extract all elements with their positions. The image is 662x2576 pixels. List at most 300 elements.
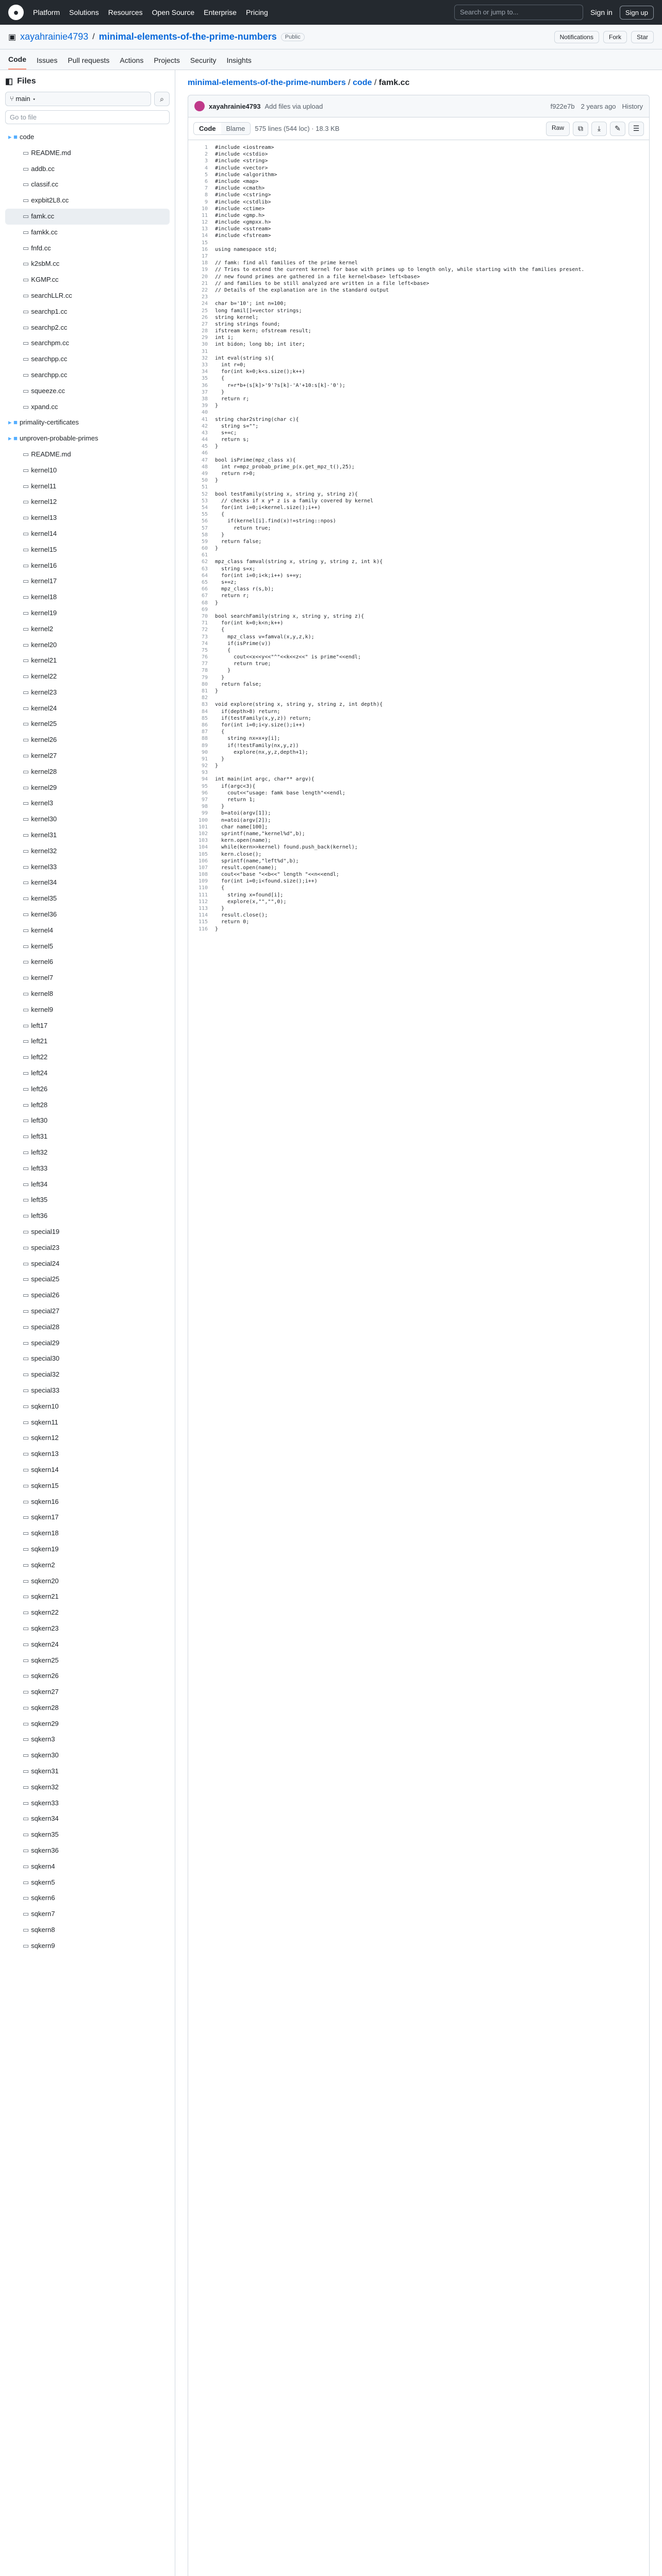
file-item[interactable] bbox=[5, 1240, 170, 1256]
line-number[interactable]: 31 bbox=[201, 348, 208, 354]
file-item[interactable] bbox=[5, 288, 170, 304]
file-item[interactable] bbox=[5, 859, 170, 875]
file-item[interactable] bbox=[5, 1573, 170, 1589]
line-number[interactable]: 95 bbox=[201, 783, 208, 789]
line-number[interactable]: 107 bbox=[198, 865, 208, 871]
code-view-button[interactable]: Code bbox=[194, 123, 221, 134]
file-item[interactable] bbox=[5, 335, 170, 351]
file-item[interactable] bbox=[5, 1430, 170, 1446]
tree-item-label: sqkern24 bbox=[31, 1640, 59, 1648]
raw-button[interactable]: Raw bbox=[546, 122, 570, 136]
file-item[interactable] bbox=[5, 1780, 170, 1795]
line-number[interactable]: 111 bbox=[198, 892, 208, 898]
line-number[interactable]: 102 bbox=[198, 831, 208, 837]
line-number[interactable]: 16 bbox=[201, 246, 208, 252]
file-item[interactable] bbox=[5, 1462, 170, 1478]
line-number[interactable]: 41 bbox=[201, 416, 208, 422]
line-number[interactable]: 23 bbox=[201, 294, 208, 300]
file-item[interactable] bbox=[5, 1827, 170, 1843]
branch-selector[interactable]: ⑂ main ▾ bbox=[5, 92, 151, 106]
file-item[interactable] bbox=[5, 1811, 170, 1827]
line-number[interactable]: 66 bbox=[201, 586, 208, 592]
file-item[interactable] bbox=[5, 1510, 170, 1526]
file-info: 575 lines (544 loc) · 18.3 KB bbox=[255, 125, 340, 132]
line-number[interactable]: 99 bbox=[201, 810, 208, 817]
tab-security[interactable]: Security bbox=[190, 56, 217, 64]
line-number[interactable]: 33 bbox=[201, 362, 208, 368]
line-number[interactable]: 29 bbox=[201, 335, 208, 341]
line-number[interactable]: 91 bbox=[201, 756, 208, 762]
line-number[interactable]: 19 bbox=[201, 267, 208, 273]
line-number[interactable]: 52 bbox=[201, 491, 208, 497]
line-number[interactable]: 49 bbox=[201, 471, 208, 477]
file-item[interactable] bbox=[5, 669, 170, 685]
line-number[interactable]: 84 bbox=[201, 708, 208, 715]
go-to-file-input[interactable]: Go to file bbox=[5, 110, 170, 124]
file-item[interactable] bbox=[5, 732, 170, 748]
file-item[interactable] bbox=[5, 1319, 170, 1335]
line-number[interactable]: 40 bbox=[201, 410, 208, 416]
line-number[interactable]: 50 bbox=[201, 478, 208, 484]
nav-solutions[interactable]: Solutions bbox=[69, 8, 99, 16]
code-line bbox=[188, 851, 649, 858]
file-item[interactable] bbox=[5, 193, 170, 209]
file-item[interactable] bbox=[5, 637, 170, 653]
file-item[interactable] bbox=[5, 1192, 170, 1208]
file-item[interactable] bbox=[5, 1843, 170, 1859]
file-item[interactable] bbox=[5, 939, 170, 955]
file-item[interactable] bbox=[5, 907, 170, 923]
file-item[interactable] bbox=[5, 1145, 170, 1161]
line-number[interactable]: 6 bbox=[204, 178, 208, 184]
symbols-icon[interactable]: ☰ bbox=[628, 122, 644, 136]
file-item[interactable] bbox=[5, 1177, 170, 1193]
commit-age: 2 years ago bbox=[581, 102, 616, 110]
line-number[interactable]: 74 bbox=[201, 640, 208, 647]
line-text: n=atoi(argv[2]); bbox=[215, 817, 271, 823]
line-number[interactable]: 67 bbox=[201, 593, 208, 599]
line-number[interactable]: 110 bbox=[198, 885, 208, 891]
line-number[interactable]: 106 bbox=[198, 858, 208, 864]
line-number[interactable]: 54 bbox=[201, 504, 208, 511]
file-item[interactable] bbox=[5, 827, 170, 843]
file-item[interactable] bbox=[5, 1700, 170, 1716]
file-item[interactable] bbox=[5, 209, 170, 225]
tree-item-label: kernel19 bbox=[31, 608, 57, 617]
tab-insights[interactable]: Insights bbox=[226, 56, 252, 64]
folder-item[interactable] bbox=[5, 415, 170, 431]
line-number[interactable]: 13 bbox=[201, 226, 208, 232]
file-item[interactable] bbox=[5, 1335, 170, 1351]
file-item[interactable] bbox=[5, 1732, 170, 1748]
file-item[interactable] bbox=[5, 479, 170, 495]
line-number[interactable]: 10 bbox=[201, 206, 208, 212]
line-number[interactable]: 38 bbox=[201, 396, 208, 402]
line-number[interactable]: 11 bbox=[201, 212, 208, 218]
file-item[interactable] bbox=[5, 1129, 170, 1145]
line-number[interactable]: 48 bbox=[201, 464, 208, 470]
line-text: // checks if x y* z is a family covered by kernel bbox=[215, 498, 374, 504]
file-item[interactable] bbox=[5, 1018, 170, 1034]
line-number[interactable]: 36 bbox=[201, 382, 208, 388]
tree-item-label: sqkern14 bbox=[31, 1465, 59, 1473]
file-item[interactable] bbox=[5, 1303, 170, 1319]
file-item[interactable] bbox=[5, 399, 170, 415]
file-item[interactable] bbox=[5, 653, 170, 669]
file-item[interactable] bbox=[5, 875, 170, 891]
line-number[interactable]: 34 bbox=[201, 369, 208, 375]
file-item[interactable] bbox=[5, 1541, 170, 1557]
line-number[interactable]: 92 bbox=[201, 763, 208, 769]
file-item[interactable] bbox=[5, 605, 170, 621]
line-number[interactable]: 57 bbox=[201, 525, 208, 531]
file-icon: ▭ bbox=[23, 1212, 29, 1220]
code-line bbox=[188, 226, 649, 232]
code-line bbox=[188, 212, 649, 219]
file-item[interactable] bbox=[5, 1081, 170, 1097]
tree-item-label: expbit2L8.cc bbox=[31, 196, 69, 205]
sign-in-link[interactable]: Sign in bbox=[590, 8, 613, 16]
line-number[interactable]: 105 bbox=[198, 851, 208, 857]
file-item[interactable] bbox=[5, 1446, 170, 1462]
line-number[interactable]: 25 bbox=[201, 308, 208, 314]
file-icon: ▭ bbox=[23, 1323, 29, 1331]
line-number[interactable]: 1 bbox=[204, 145, 208, 150]
blame-view-button[interactable]: Blame bbox=[221, 123, 251, 134]
line-number[interactable]: 32 bbox=[201, 355, 208, 361]
line-number[interactable]: 3 bbox=[204, 158, 208, 164]
folder-item[interactable] bbox=[5, 431, 170, 447]
line-number[interactable]: 100 bbox=[198, 817, 208, 823]
nav-open-source[interactable]: Open Source bbox=[152, 8, 195, 16]
file-item[interactable] bbox=[5, 463, 170, 479]
file-item[interactable] bbox=[5, 986, 170, 1002]
file-item[interactable] bbox=[5, 1589, 170, 1605]
line-number[interactable]: 80 bbox=[201, 681, 208, 687]
file-item[interactable] bbox=[5, 701, 170, 717]
line-number[interactable]: 21 bbox=[201, 280, 208, 286]
file-item[interactable] bbox=[5, 1922, 170, 1938]
file-icon: ▭ bbox=[23, 1878, 29, 1886]
line-number[interactable]: 115 bbox=[198, 919, 208, 925]
line-number[interactable]: 24 bbox=[201, 301, 208, 307]
line-number[interactable]: 94 bbox=[201, 776, 208, 783]
nav-platform[interactable]: Platform bbox=[33, 8, 60, 16]
file-item[interactable] bbox=[5, 573, 170, 589]
breadcrumb-dir[interactable]: code bbox=[353, 78, 372, 87]
line-number[interactable]: 51 bbox=[201, 484, 208, 490]
code-line bbox=[188, 926, 649, 933]
line-number[interactable]: 18 bbox=[201, 260, 208, 266]
line-number[interactable]: 78 bbox=[201, 668, 208, 674]
line-number[interactable]: 116 bbox=[198, 926, 208, 932]
line-number[interactable]: 90 bbox=[201, 749, 208, 755]
file-item[interactable] bbox=[5, 256, 170, 272]
line-number[interactable]: 101 bbox=[198, 824, 208, 830]
file-item[interactable] bbox=[5, 1399, 170, 1415]
line-number[interactable]: 45 bbox=[201, 444, 208, 450]
line-number[interactable]: 53 bbox=[201, 498, 208, 504]
file-item[interactable] bbox=[5, 177, 170, 193]
line-number[interactable]: 42 bbox=[201, 423, 208, 429]
file-item[interactable] bbox=[5, 241, 170, 257]
line-number[interactable]: 14 bbox=[201, 233, 208, 239]
file-item[interactable] bbox=[5, 367, 170, 383]
file-item[interactable] bbox=[5, 447, 170, 463]
line-number[interactable]: 104 bbox=[198, 844, 208, 851]
line-number[interactable]: 69 bbox=[201, 606, 208, 613]
file-item[interactable] bbox=[5, 716, 170, 732]
file-item[interactable] bbox=[5, 1716, 170, 1732]
code-line bbox=[188, 328, 649, 334]
line-number[interactable]: 71 bbox=[201, 620, 208, 626]
nav-enterprise[interactable]: Enterprise bbox=[204, 8, 237, 16]
file-item[interactable] bbox=[5, 1605, 170, 1621]
file-item[interactable] bbox=[5, 1161, 170, 1177]
code-line bbox=[188, 654, 649, 660]
line-number[interactable]: 83 bbox=[201, 702, 208, 708]
line-number[interactable]: 4 bbox=[204, 165, 208, 171]
file-item[interactable] bbox=[5, 225, 170, 241]
search-input[interactable]: Search or jump to... bbox=[454, 5, 583, 20]
line-number[interactable]: 61 bbox=[201, 552, 208, 558]
line-number[interactable]: 77 bbox=[201, 661, 208, 667]
file-item[interactable] bbox=[5, 1367, 170, 1383]
line-number[interactable]: 82 bbox=[201, 695, 208, 701]
line-number[interactable]: 72 bbox=[201, 627, 208, 633]
file-icon: ▭ bbox=[23, 1259, 29, 1267]
file-item[interactable] bbox=[5, 1002, 170, 1018]
line-number[interactable]: 97 bbox=[201, 797, 208, 803]
file-item[interactable] bbox=[5, 494, 170, 510]
file-item[interactable] bbox=[5, 1621, 170, 1637]
search-files-icon[interactable]: ⌕ bbox=[154, 92, 170, 106]
file-item[interactable] bbox=[5, 621, 170, 637]
line-text: while(kern>>kernel) found.push_back(kernel); bbox=[215, 844, 358, 851]
line-number[interactable]: 46 bbox=[201, 450, 208, 456]
file-item[interactable] bbox=[5, 304, 170, 320]
line-number[interactable]: 113 bbox=[198, 906, 208, 911]
file-item[interactable] bbox=[5, 1684, 170, 1700]
line-number[interactable]: 7 bbox=[204, 185, 208, 192]
line-text: r=r*b+(s[k]>'9'?s[k]-'A'+10:s[k]-'0'); bbox=[215, 382, 345, 388]
file-item[interactable] bbox=[5, 526, 170, 542]
nav-resources[interactable]: Resources bbox=[108, 8, 143, 16]
line-number[interactable]: 93 bbox=[201, 770, 208, 776]
line-number[interactable]: 87 bbox=[201, 729, 208, 735]
line-number[interactable]: 86 bbox=[201, 722, 208, 728]
file-item[interactable] bbox=[5, 589, 170, 605]
copy-icon[interactable]: ⧉ bbox=[573, 122, 588, 136]
line-number[interactable]: 65 bbox=[201, 580, 208, 585]
folder-item[interactable] bbox=[5, 129, 170, 145]
file-item[interactable] bbox=[5, 383, 170, 399]
line-text: explore(nx,y,z,depth+1); bbox=[215, 749, 308, 755]
sidebar-toggle-icon[interactable]: ◧ bbox=[5, 77, 13, 86]
line-number[interactable]: 98 bbox=[201, 804, 208, 810]
file-item[interactable] bbox=[5, 272, 170, 288]
file-item[interactable] bbox=[5, 1272, 170, 1287]
code-line bbox=[188, 640, 649, 647]
file-item[interactable] bbox=[5, 1875, 170, 1891]
file-item[interactable] bbox=[5, 970, 170, 986]
line-number[interactable]: 62 bbox=[201, 559, 208, 565]
line-number[interactable]: 58 bbox=[201, 532, 208, 538]
file-item[interactable] bbox=[5, 1938, 170, 1954]
file-item[interactable] bbox=[5, 1478, 170, 1494]
line-number[interactable]: 88 bbox=[201, 736, 208, 742]
file-item[interactable] bbox=[5, 510, 170, 526]
line-number[interactable]: 39 bbox=[201, 403, 208, 409]
file-item[interactable] bbox=[5, 1113, 170, 1129]
line-number[interactable]: 108 bbox=[198, 872, 208, 878]
history-button[interactable]: History bbox=[622, 102, 643, 110]
commit-hash[interactable]: f922e7b bbox=[550, 102, 575, 110]
file-item[interactable] bbox=[5, 320, 170, 336]
line-number[interactable]: 56 bbox=[201, 518, 208, 524]
tab-pull-requests[interactable]: Pull requests bbox=[68, 56, 110, 64]
tab-issues[interactable]: Issues bbox=[37, 56, 58, 64]
commit-author[interactable]: xayahrainie4793 bbox=[209, 102, 261, 110]
line-number[interactable]: 5 bbox=[204, 172, 208, 178]
line-number[interactable]: 70 bbox=[201, 613, 208, 619]
line-number[interactable]: 64 bbox=[201, 572, 208, 579]
avatar[interactable] bbox=[194, 101, 205, 111]
file-item[interactable] bbox=[5, 764, 170, 780]
file-item[interactable] bbox=[5, 1224, 170, 1240]
line-number[interactable]: 9 bbox=[204, 199, 208, 205]
file-item[interactable] bbox=[5, 843, 170, 859]
line-number[interactable]: 103 bbox=[198, 838, 208, 844]
file-item[interactable] bbox=[5, 891, 170, 907]
line-number[interactable]: 47 bbox=[201, 457, 208, 463]
fork-button[interactable]: Fork bbox=[603, 31, 627, 43]
file-item[interactable] bbox=[5, 1557, 170, 1573]
file-item[interactable] bbox=[5, 748, 170, 764]
file-item[interactable] bbox=[5, 954, 170, 970]
line-text: int r=0; bbox=[215, 362, 246, 368]
file-item[interactable] bbox=[5, 1764, 170, 1780]
file-item[interactable] bbox=[5, 923, 170, 939]
line-number[interactable]: 68 bbox=[201, 600, 208, 606]
line-number[interactable]: 44 bbox=[201, 437, 208, 443]
file-item[interactable] bbox=[5, 1383, 170, 1399]
file-item[interactable] bbox=[5, 1494, 170, 1510]
file-item[interactable] bbox=[5, 795, 170, 811]
line-number[interactable]: 81 bbox=[201, 688, 208, 694]
line-number[interactable]: 15 bbox=[201, 240, 208, 246]
file-item[interactable] bbox=[5, 1065, 170, 1081]
line-number[interactable]: 76 bbox=[201, 654, 208, 660]
line-number[interactable]: 79 bbox=[201, 674, 208, 681]
tree-item-label: sqkern20 bbox=[31, 1577, 59, 1585]
line-number[interactable]: 96 bbox=[201, 790, 208, 796]
sign-up-button[interactable]: Sign up bbox=[620, 6, 654, 20]
repo-name[interactable]: minimal-elements-of-the-prime-numbers bbox=[98, 31, 277, 42]
file-item[interactable] bbox=[5, 1637, 170, 1653]
file-item[interactable] bbox=[5, 145, 170, 161]
line-number[interactable]: 109 bbox=[198, 878, 208, 885]
file-item[interactable] bbox=[5, 1097, 170, 1113]
file-icon: ▭ bbox=[23, 815, 29, 823]
file-item[interactable] bbox=[5, 1415, 170, 1431]
line-number[interactable]: 73 bbox=[201, 634, 208, 640]
line-number[interactable]: 37 bbox=[201, 389, 208, 395]
line-number[interactable]: 63 bbox=[201, 566, 208, 572]
file-item[interactable] bbox=[5, 351, 170, 367]
file-item[interactable] bbox=[5, 780, 170, 796]
tab-code[interactable]: Code bbox=[8, 55, 26, 70]
line-number[interactable]: 114 bbox=[198, 912, 208, 919]
line-number[interactable]: 85 bbox=[201, 715, 208, 721]
file-item[interactable] bbox=[5, 161, 170, 177]
file-item[interactable] bbox=[5, 1351, 170, 1367]
line-number[interactable]: 26 bbox=[201, 314, 208, 320]
file-item[interactable] bbox=[5, 1256, 170, 1272]
breadcrumb-repo[interactable]: minimal-elements-of-the-prime-numbers bbox=[188, 78, 346, 87]
line-number[interactable]: 28 bbox=[201, 328, 208, 334]
file-item[interactable] bbox=[5, 1287, 170, 1303]
file-item[interactable] bbox=[5, 1906, 170, 1922]
file-view bbox=[175, 70, 662, 2576]
nav-pricing[interactable]: Pricing bbox=[245, 8, 268, 16]
line-number[interactable]: 59 bbox=[201, 538, 208, 545]
commit-message[interactable]: Add files via upload bbox=[264, 102, 323, 110]
line-number[interactable]: 30 bbox=[201, 342, 208, 348]
github-logo-icon[interactable]: ● bbox=[8, 5, 24, 20]
line-number[interactable]: 8 bbox=[204, 192, 208, 198]
file-item[interactable] bbox=[5, 811, 170, 827]
tab-projects[interactable]: Projects bbox=[154, 56, 180, 64]
line-text: char name[100]; bbox=[215, 824, 268, 830]
file-item[interactable] bbox=[5, 558, 170, 574]
file-item[interactable] bbox=[5, 1208, 170, 1224]
line-number[interactable]: 17 bbox=[201, 253, 208, 259]
file-item[interactable] bbox=[5, 542, 170, 558]
file-item[interactable] bbox=[5, 1049, 170, 1065]
file-item[interactable] bbox=[5, 1795, 170, 1811]
file-item[interactable] bbox=[5, 1859, 170, 1875]
line-number[interactable]: 60 bbox=[201, 546, 208, 552]
repo-owner[interactable]: xayahrainie4793 bbox=[20, 31, 89, 42]
line-number[interactable]: 43 bbox=[201, 430, 208, 436]
file-item[interactable] bbox=[5, 1668, 170, 1684]
line-number[interactable]: 75 bbox=[201, 647, 208, 653]
file-item[interactable] bbox=[5, 1890, 170, 1906]
file-item[interactable] bbox=[5, 1653, 170, 1669]
notifications-button[interactable]: Notifications bbox=[554, 31, 599, 43]
line-number[interactable]: 22 bbox=[201, 287, 208, 293]
line-number[interactable]: 20 bbox=[201, 274, 208, 280]
code-line bbox=[188, 219, 649, 226]
tab-actions[interactable]: Actions bbox=[120, 56, 144, 64]
line-number[interactable]: 35 bbox=[201, 376, 208, 382]
file-item[interactable] bbox=[5, 1748, 170, 1764]
file-item[interactable] bbox=[5, 685, 170, 701]
edit-icon[interactable]: ✎ bbox=[610, 122, 625, 136]
star-button[interactable]: Star bbox=[631, 31, 654, 43]
line-number[interactable]: 12 bbox=[201, 219, 208, 226]
line-number[interactable]: 27 bbox=[201, 321, 208, 327]
line-number[interactable]: 2 bbox=[204, 151, 208, 158]
tree-item-label: sqkern11 bbox=[31, 1418, 58, 1426]
line-number[interactable]: 55 bbox=[201, 512, 208, 518]
file-item[interactable] bbox=[5, 1526, 170, 1541]
line-number[interactable]: 89 bbox=[201, 742, 208, 749]
file-item[interactable] bbox=[5, 1033, 170, 1049]
download-icon[interactable]: ⤓ bbox=[591, 122, 607, 136]
line-number[interactable]: 112 bbox=[198, 899, 208, 905]
